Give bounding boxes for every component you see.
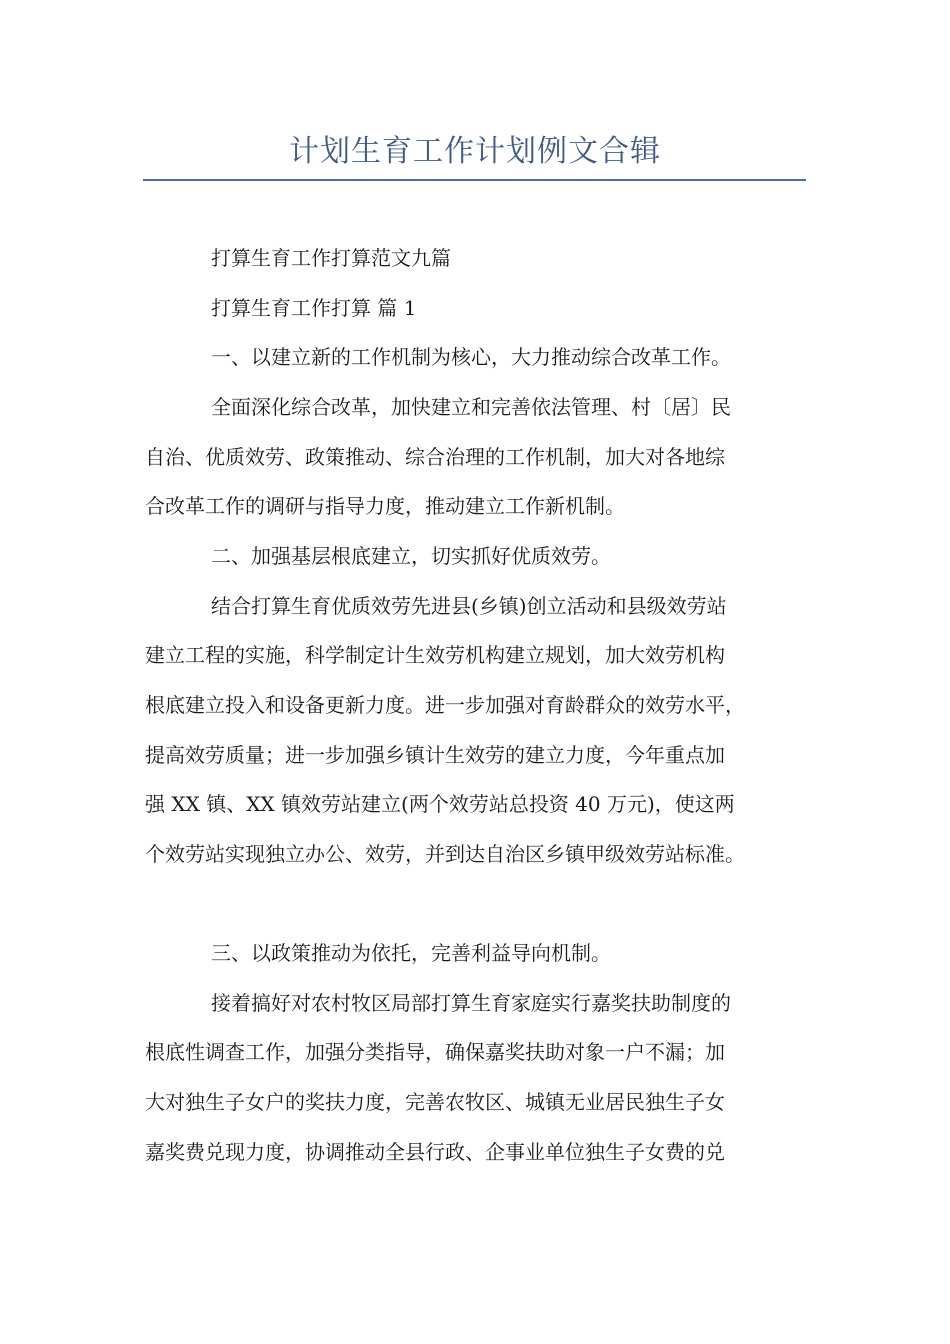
paragraph-line: 接着搞好对农村牧区局部打算生育家庭实行嘉奖扶助制度的	[211, 991, 731, 1015]
section-heading: 一、以建立新的工作机制为核心，大力推动综合改革工作。	[211, 345, 731, 369]
title-divider	[143, 179, 806, 181]
paragraph-line: 根底建立投入和设备更新力度。进一步加强对育龄群众的效劳水平，	[145, 693, 745, 717]
section-heading: 三、以政策推动为依托，完善利益导向机制。	[211, 941, 611, 965]
paragraph-line: 合改革工作的调研与指导力度，推动建立工作新机制。	[145, 494, 625, 518]
paragraph-line: 提高效劳质量；进一步加强乡镇计生效劳的建立力度，今年重点加	[145, 743, 725, 767]
paragraph-line: 大对独生子女户的奖扶力度，完善农牧区、城镇无业居民独生子女	[145, 1090, 725, 1114]
paragraph-line: 建立工程的实施，科学制定计生效劳机构建立规划，加大效劳机构	[145, 643, 725, 667]
paragraph-line: 强 XX 镇、XX 镇效劳站建立(两个效劳站总投资 40 万元)，使这两	[145, 792, 735, 816]
paragraph-line: 根底性调查工作，加强分类指导，确保嘉奖扶助对象一户不漏；加	[145, 1040, 725, 1064]
paragraph-line: 个效劳站实现独立办公、效劳，并到达自治区乡镇甲级效劳站标准。	[145, 842, 745, 866]
paragraph-line: 全面深化综合改革，加快建立和完善依法管理、村〔居〕民	[211, 395, 731, 419]
section-heading: 二、加强基层根底建立，切实抓好优质效劳。	[211, 544, 611, 568]
document-title: 计划生育工作计划例文合辑	[289, 134, 661, 169]
paragraph-line: 自治、优质效劳、政策推动、综合治理的工作机制，加大对各地综	[145, 445, 725, 469]
heading-line: 打算生育工作打算 篇 1	[211, 296, 417, 320]
heading-line: 打算生育工作打算范文九篇	[211, 246, 451, 270]
paragraph-line: 结合打算生育优质效劳先进县(乡镇)创立活动和县级效劳站	[211, 594, 727, 618]
paragraph-line: 嘉奖费兑现力度，协调推动全县行政、企事业单位独生子女费的兑	[145, 1140, 725, 1164]
